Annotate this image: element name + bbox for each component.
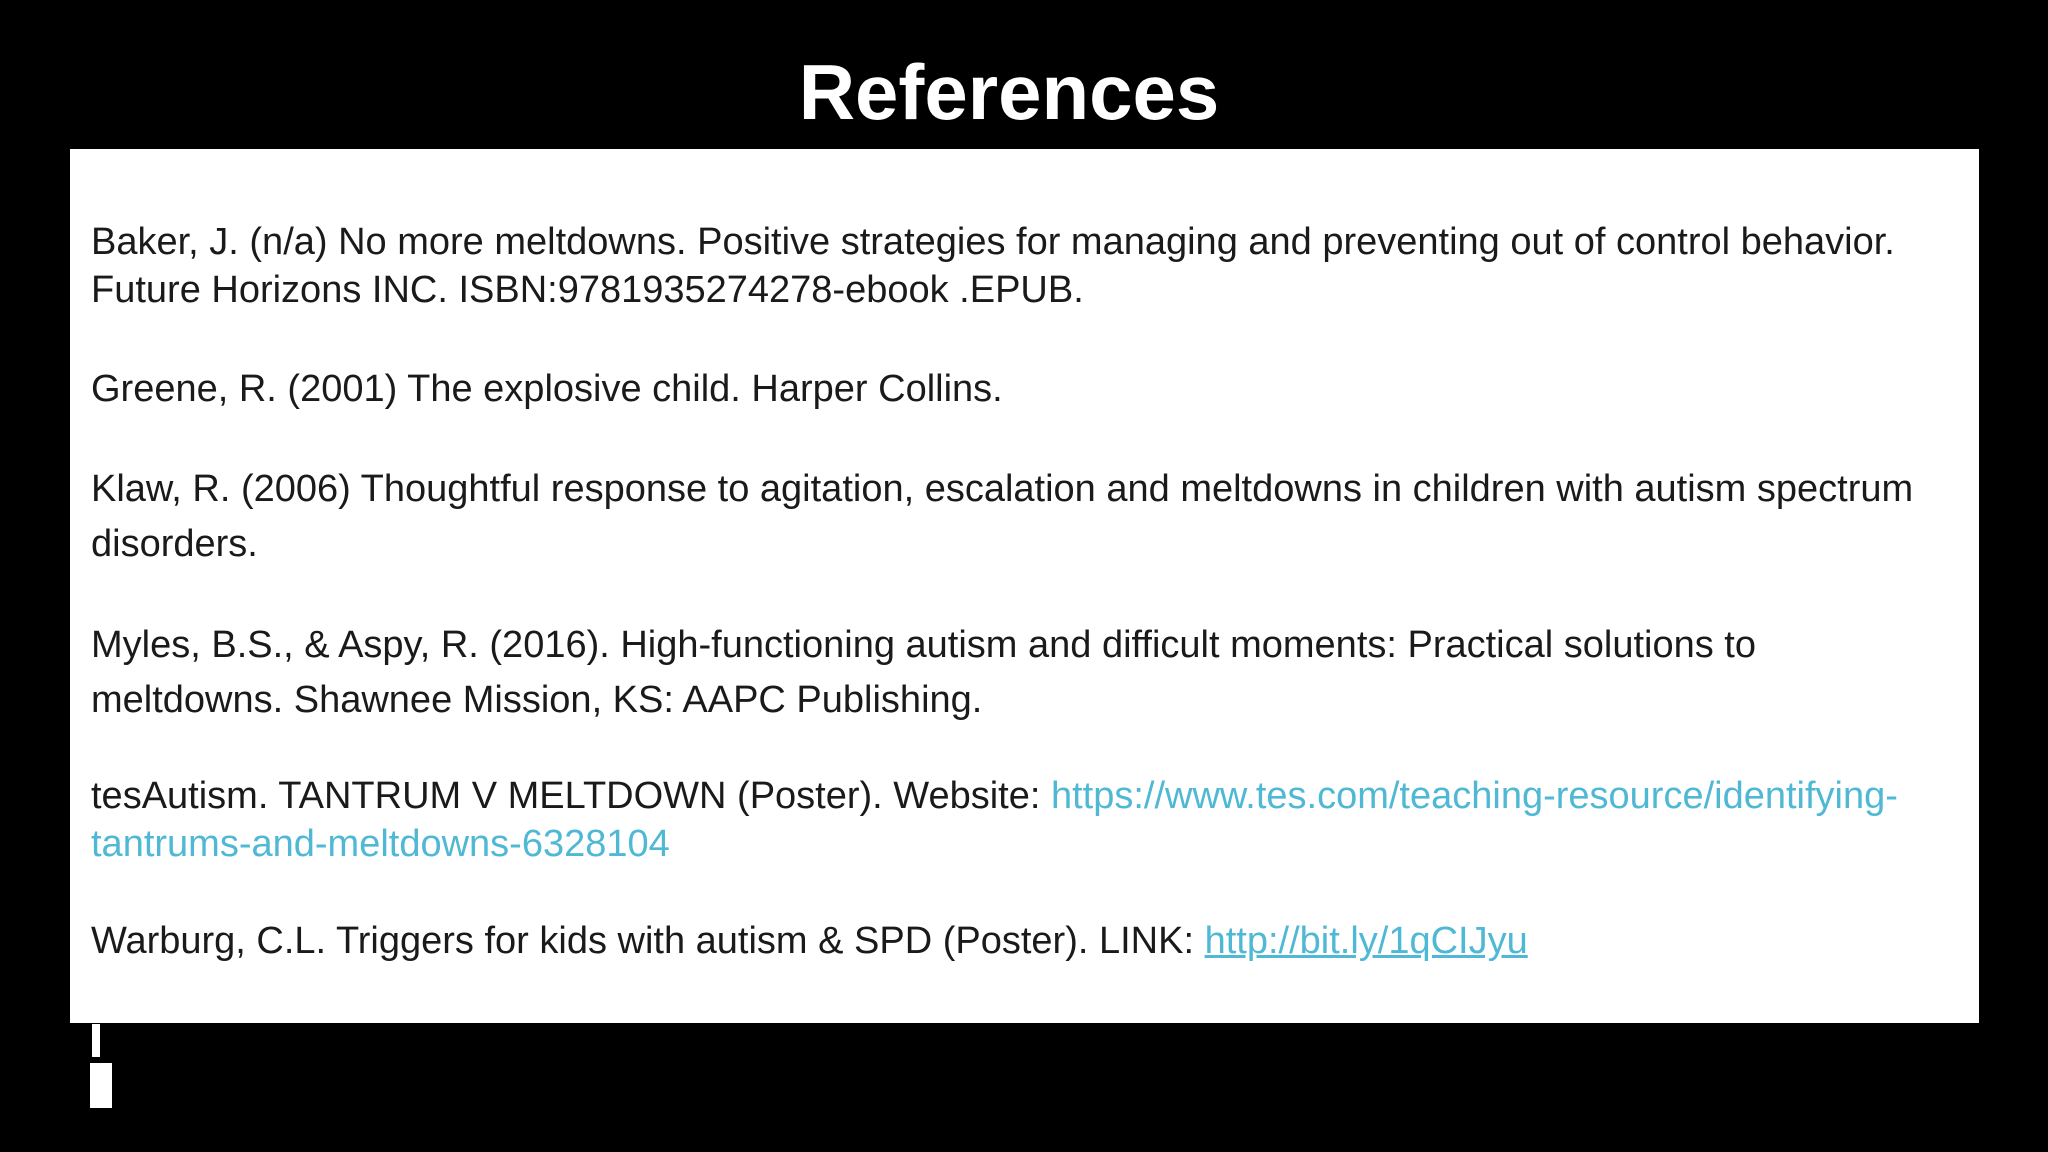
- progress-marker-top: [92, 1024, 100, 1057]
- reference-greene: Greene, R. (2001) The explosive child. Harper Collins.: [91, 368, 1003, 410]
- bitly-link[interactable]: http://bit.ly/1qCIJyu: [1204, 920, 1528, 962]
- reference-klaw: Klaw, R. (2006) Thoughtful response to agitation, escalation and meltdowns in children with autism spectrum disorders.: [91, 468, 1914, 565]
- reference-baker: Baker, J. (n/a) No more meltdowns. Positive strategies for managing and preventing out of control behavior. Future Horizons INC. ISBN:9781935274278-ebook .EPUB.: [91, 221, 1895, 311]
- tes-website-link[interactable]: https://www.tes.com/teaching-resource/identifying-tantrums-and-meltdowns-6328104: [91, 775, 1898, 865]
- reference-warburg-text: Warburg, C.L. Triggers for kids with autism & SPD (Poster). LINK:: [91, 920, 1205, 962]
- slide-title: References: [798, 48, 1220, 136]
- reference-myles: Myles, B.S., & Aspy, R. (2016). High-functioning autism and difficult moments: Practical solutions to meltdowns. Shawnee Mission, KS: AAPC Publishing.: [91, 624, 1756, 721]
- reference-warburg: [91, 917, 1951, 965]
- references-panel: [70, 149, 1979, 1023]
- reference-tesautism: [91, 772, 1951, 868]
- progress-marker-bottom: [90, 1063, 112, 1108]
- reference-tesautism-text: tesAutism. TANTRUM V MELTDOWN (Poster). Website:: [91, 775, 1051, 817]
